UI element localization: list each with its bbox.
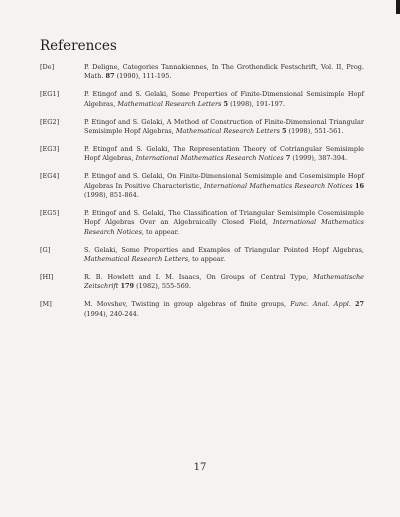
reference-item: [40, 300, 364, 319]
reference-segment: P. Etingof and S. Gelaki, The Representation Theory of Cotriangular Semisimple Hopf Algebras,: [84, 144, 364, 163]
reference-segment: , to appear.: [188, 255, 226, 264]
reference-segment: (1990), 111-195.: [114, 72, 172, 81]
reference-text: [84, 63, 364, 82]
journal-title: Mathematical Research Letters: [175, 127, 280, 136]
journal-title: International Mathematics Research Notices: [84, 218, 364, 236]
reference-list: [40, 63, 364, 328]
reference-key: [EG2]: [40, 117, 60, 126]
journal-title: Mathematical Research Letters: [84, 255, 189, 264]
section-heading: References: [40, 38, 117, 54]
volume-number: 5: [223, 99, 229, 108]
reference-segment: P. Etingof and S. Gelaki, A Method of Construction of Finite-Dimensional Triangular Semisimple Hopf Algebras,: [84, 117, 364, 136]
reference-key: [EG1]: [40, 90, 60, 99]
volume-number: 179: [120, 282, 135, 291]
reference-segment: (1998), 191-197.: [228, 99, 285, 108]
reference-key: [De]: [40, 63, 55, 71]
reference-item: [40, 118, 364, 137]
reference-text: [84, 90, 364, 109]
reference-text: [84, 273, 364, 292]
reference-segment: P. Etingof and S. Gelaki, On Finite-Dimensional Semisimple and Cosemisimple Hopf Algebras In Positive Characteristic,: [84, 172, 364, 190]
journal-title: Mathematical Research Letters: [117, 99, 222, 108]
volume-number: 7: [285, 154, 291, 163]
reference-segment: (1998), 851-864.: [84, 191, 139, 200]
volume-number: 27: [354, 300, 364, 309]
reference-item: [40, 145, 364, 164]
reference-text: [84, 300, 364, 319]
reference-segment: R. B. Howlett and I. M. Isaacs, On Groups of Central Type,: [84, 273, 314, 281]
volume-number: 87: [105, 72, 115, 81]
reference-segment: (1998), 551-561.: [286, 127, 344, 136]
reference-segment: P. Deligne, Categories Tannakiennes, In The Grothendick Festschrift, Vol. II, Prog. Math.: [84, 63, 364, 81]
reference-item: [40, 209, 364, 237]
reference-key: [M]: [40, 300, 52, 309]
page-number: 17: [193, 462, 207, 473]
journal-title: Mathematische Zeitschrift: [84, 273, 364, 291]
reference-item: [40, 172, 364, 200]
reference-segment: M. Movshev, Twisting in group algebras of finite groups,: [84, 300, 291, 309]
reference-key: [EG3]: [40, 144, 60, 153]
volume-number: 16: [354, 181, 364, 190]
reference-segment: P. Etingof and S. Gelaki, Some Properties of Finite-Dimensional Semisimple Hopf Algebras,: [84, 90, 364, 108]
reference-text: [84, 172, 364, 200]
journal-title: International Mathematics Research Notices: [203, 181, 353, 190]
scan-edge-mark: [396, 0, 400, 14]
reference-item: [40, 246, 364, 265]
reference-segment: (1982), 555-569.: [134, 282, 191, 291]
reference-text: [84, 145, 364, 164]
reference-key: [EG5]: [40, 208, 60, 217]
reference-key: [HI]: [40, 273, 54, 281]
reference-segment: (1994), 240-244.: [84, 309, 139, 318]
reference-text: [84, 118, 364, 137]
reference-segment: P. Etingof and S. Gelaki, The Classification of Triangular Semisimple Cosemisimple Hopf Algebras Over an Algebraically Closed Field,: [84, 208, 364, 227]
journal-title: International Mathematics Research Notices: [135, 154, 284, 163]
reference-key: [EG4]: [40, 172, 60, 181]
reference-item: [40, 90, 364, 109]
reference-item: [40, 63, 364, 82]
volume-number: 5: [282, 127, 287, 136]
reference-text: [84, 246, 364, 265]
reference-segment: S. Gelaki, Some Properties and Examples of Triangular Pointed Hopf Algebras,: [84, 245, 364, 254]
reference-segment: (1999), 387-394.: [290, 154, 348, 163]
reference-key: [G]: [40, 245, 51, 254]
reference-item: [40, 273, 364, 292]
journal-title: Func. Anal. Appl.: [290, 300, 351, 309]
reference-segment: , to appear.: [141, 227, 180, 236]
reference-text: [84, 209, 364, 237]
